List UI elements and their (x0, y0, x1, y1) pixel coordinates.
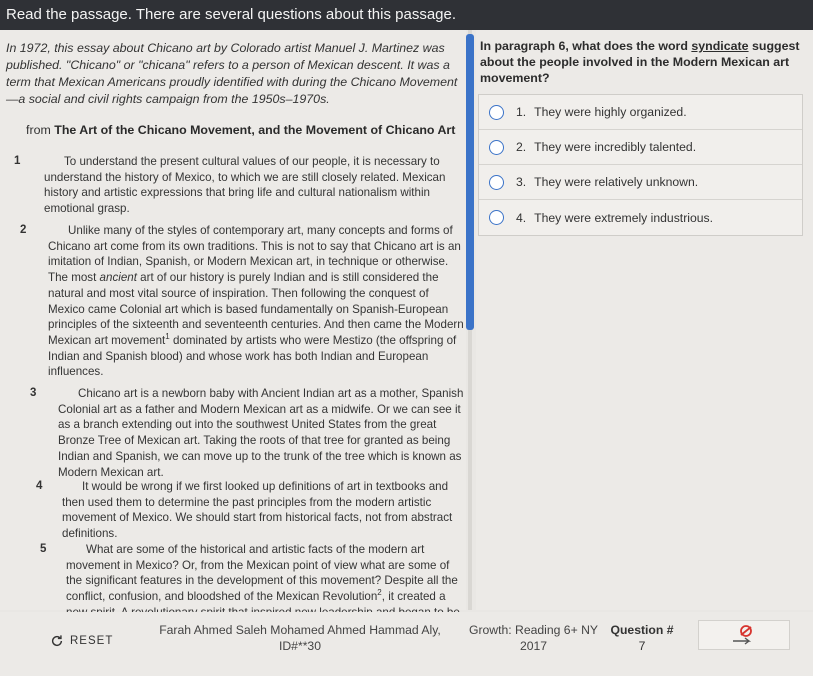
question-counter (606, 622, 678, 654)
source-prefix: from (26, 123, 51, 137)
test-info (466, 622, 601, 654)
passage-source (26, 123, 455, 137)
answer-choice-1[interactable] (479, 95, 802, 130)
reset-label: RESET (70, 635, 114, 647)
test-name: Growth: Reading 6+ NY (468, 623, 599, 637)
emphasis-ancient: ancient (99, 271, 137, 285)
answer-eliminator-icon (729, 624, 759, 646)
choice-text: They were extremely industrious. (534, 210, 713, 225)
paragraph-number: 3 (30, 387, 37, 399)
answer-eliminator-button[interactable] (698, 620, 790, 650)
choice-text: They were incredibly talented. (534, 140, 697, 154)
question-panel (476, 30, 813, 610)
paragraph-2 (20, 223, 464, 380)
paragraph-text: Unlike many of the styles of contemporary art, many concepts and forms of Chicano art come from its own traditions. This is not to say that Chicano art is an imitation of Indian, Spanish, or Modern Mexican art, in technique or otherwise. The most (48, 224, 461, 285)
paragraph-text: Chicano art is a newborn baby with Ancient Indian art as a mother, Spanish Colonial art as a father and Modern Mexican art as a midwife. Or we can see it as a branch extending out into the southwest United States from the great Bronze Tree of Mexican art. Taking the roots of that tree for granted as being Indian and Spanish, we can move up to the trunk of the tree which is known as Modern Mexican art. (58, 387, 464, 479)
paragraph-1 (14, 154, 464, 217)
choice-number: 1. (516, 105, 527, 119)
radio-button[interactable] (489, 210, 504, 225)
choice-text: They were relatively unknown. (534, 175, 699, 189)
choice-number: 2. (516, 140, 527, 154)
paragraph-number: 2 (20, 224, 27, 236)
question-text (480, 38, 806, 86)
paragraph-3 (30, 386, 464, 480)
paragraph-number: 5 (40, 543, 47, 555)
question-suffix: suggest about the people involved in the Modern Mexican art movement? (480, 39, 800, 85)
choice-number: 3. (516, 175, 527, 189)
paragraph-text: It would be wrong if we first looked up definitions of art in textbooks and then used them to determine the past principles from the modern artistic movement of Mexico. We should start from historical facts, not from abstract definitions. (62, 480, 453, 541)
question-number-label: Question # (610, 623, 674, 637)
paragraph-text: , it created a (381, 590, 446, 604)
footnote-marker[interactable]: 1 (165, 332, 170, 342)
reset-button[interactable] (50, 634, 113, 648)
paragraph-text: To understand the present cultural values of our people, it is necessary to understand the history of Mexico, to which we are still closely related. Mexican history and artistic expressions that bring life and cultural nationalism within emotional grasp. (44, 155, 446, 216)
paragraph-text: art of our history is purely Indian and is still considered the natural and most vital source of inspiration. Then following the conquest of Mexico came Colonial art which is based fundamentally on Spanish-European principles of the sixteenth and seventeenth centuries. And then came the Modern Mexican art movement (48, 271, 464, 347)
answer-choice-2[interactable] (479, 130, 802, 165)
answer-choice-3[interactable] (479, 165, 802, 200)
paragraph-number: 4 (36, 480, 43, 492)
choice-text: They were highly organized. (534, 105, 687, 119)
instruction-text: Read the passage. There are several questions about this passage. (6, 6, 457, 23)
paragraph-4 (36, 479, 464, 542)
radio-button[interactable] (489, 140, 504, 155)
paragraph-number: 1 (14, 155, 21, 167)
pane-divider-handle[interactable] (466, 34, 474, 330)
paragraph-text: dominated by artists who were Mestizo (the offspring of Indian and Spanish blood) and whose work has both Indian and European influences. (48, 333, 457, 379)
footnote-marker[interactable]: 2 (377, 588, 382, 598)
question-number: 7 (638, 639, 646, 653)
choice-number: 4. (516, 210, 527, 225)
reset-icon (50, 634, 64, 648)
radio-button[interactable] (489, 175, 504, 190)
instruction-bar (0, 0, 813, 30)
footer-bar (0, 612, 813, 676)
paragraph-text: What are some of the historical and artistic facts of the modern art movement in Mexico? Or, from the Mexican point of view what are some of the significant features in the development of this movement? Despite all the conflict, confusion, and bloodshed of the Mexican Revolution (66, 543, 458, 604)
passage-intro: In 1972, this essay about Chicano art by Colorado artist Manuel J. Martinez was published. "Chicano" or "chicana" refers to a person of Mexican descent. It was a term that Mexican Americans proudly identified with during the Chicano Movement —a social and civil rights campaign from the 1950s–1970s. (6, 41, 458, 106)
radio-button[interactable] (489, 105, 504, 120)
student-id: ID#**30 (278, 639, 321, 653)
student-info (150, 622, 450, 654)
student-name: Farah Ahmed Saleh Mohamed Ahmed Hammad Aly, (159, 623, 441, 637)
question-prefix: In paragraph 6, what does the word (480, 39, 692, 53)
answer-choices (478, 94, 803, 236)
test-year: 2017 (519, 639, 548, 653)
question-keyword: syndicate (691, 39, 749, 53)
passage-panel[interactable] (0, 30, 466, 610)
answer-choice-4[interactable] (479, 200, 802, 235)
source-title: The Art of the Chicano Movement, and the Movement of Chicano Art (54, 123, 456, 137)
